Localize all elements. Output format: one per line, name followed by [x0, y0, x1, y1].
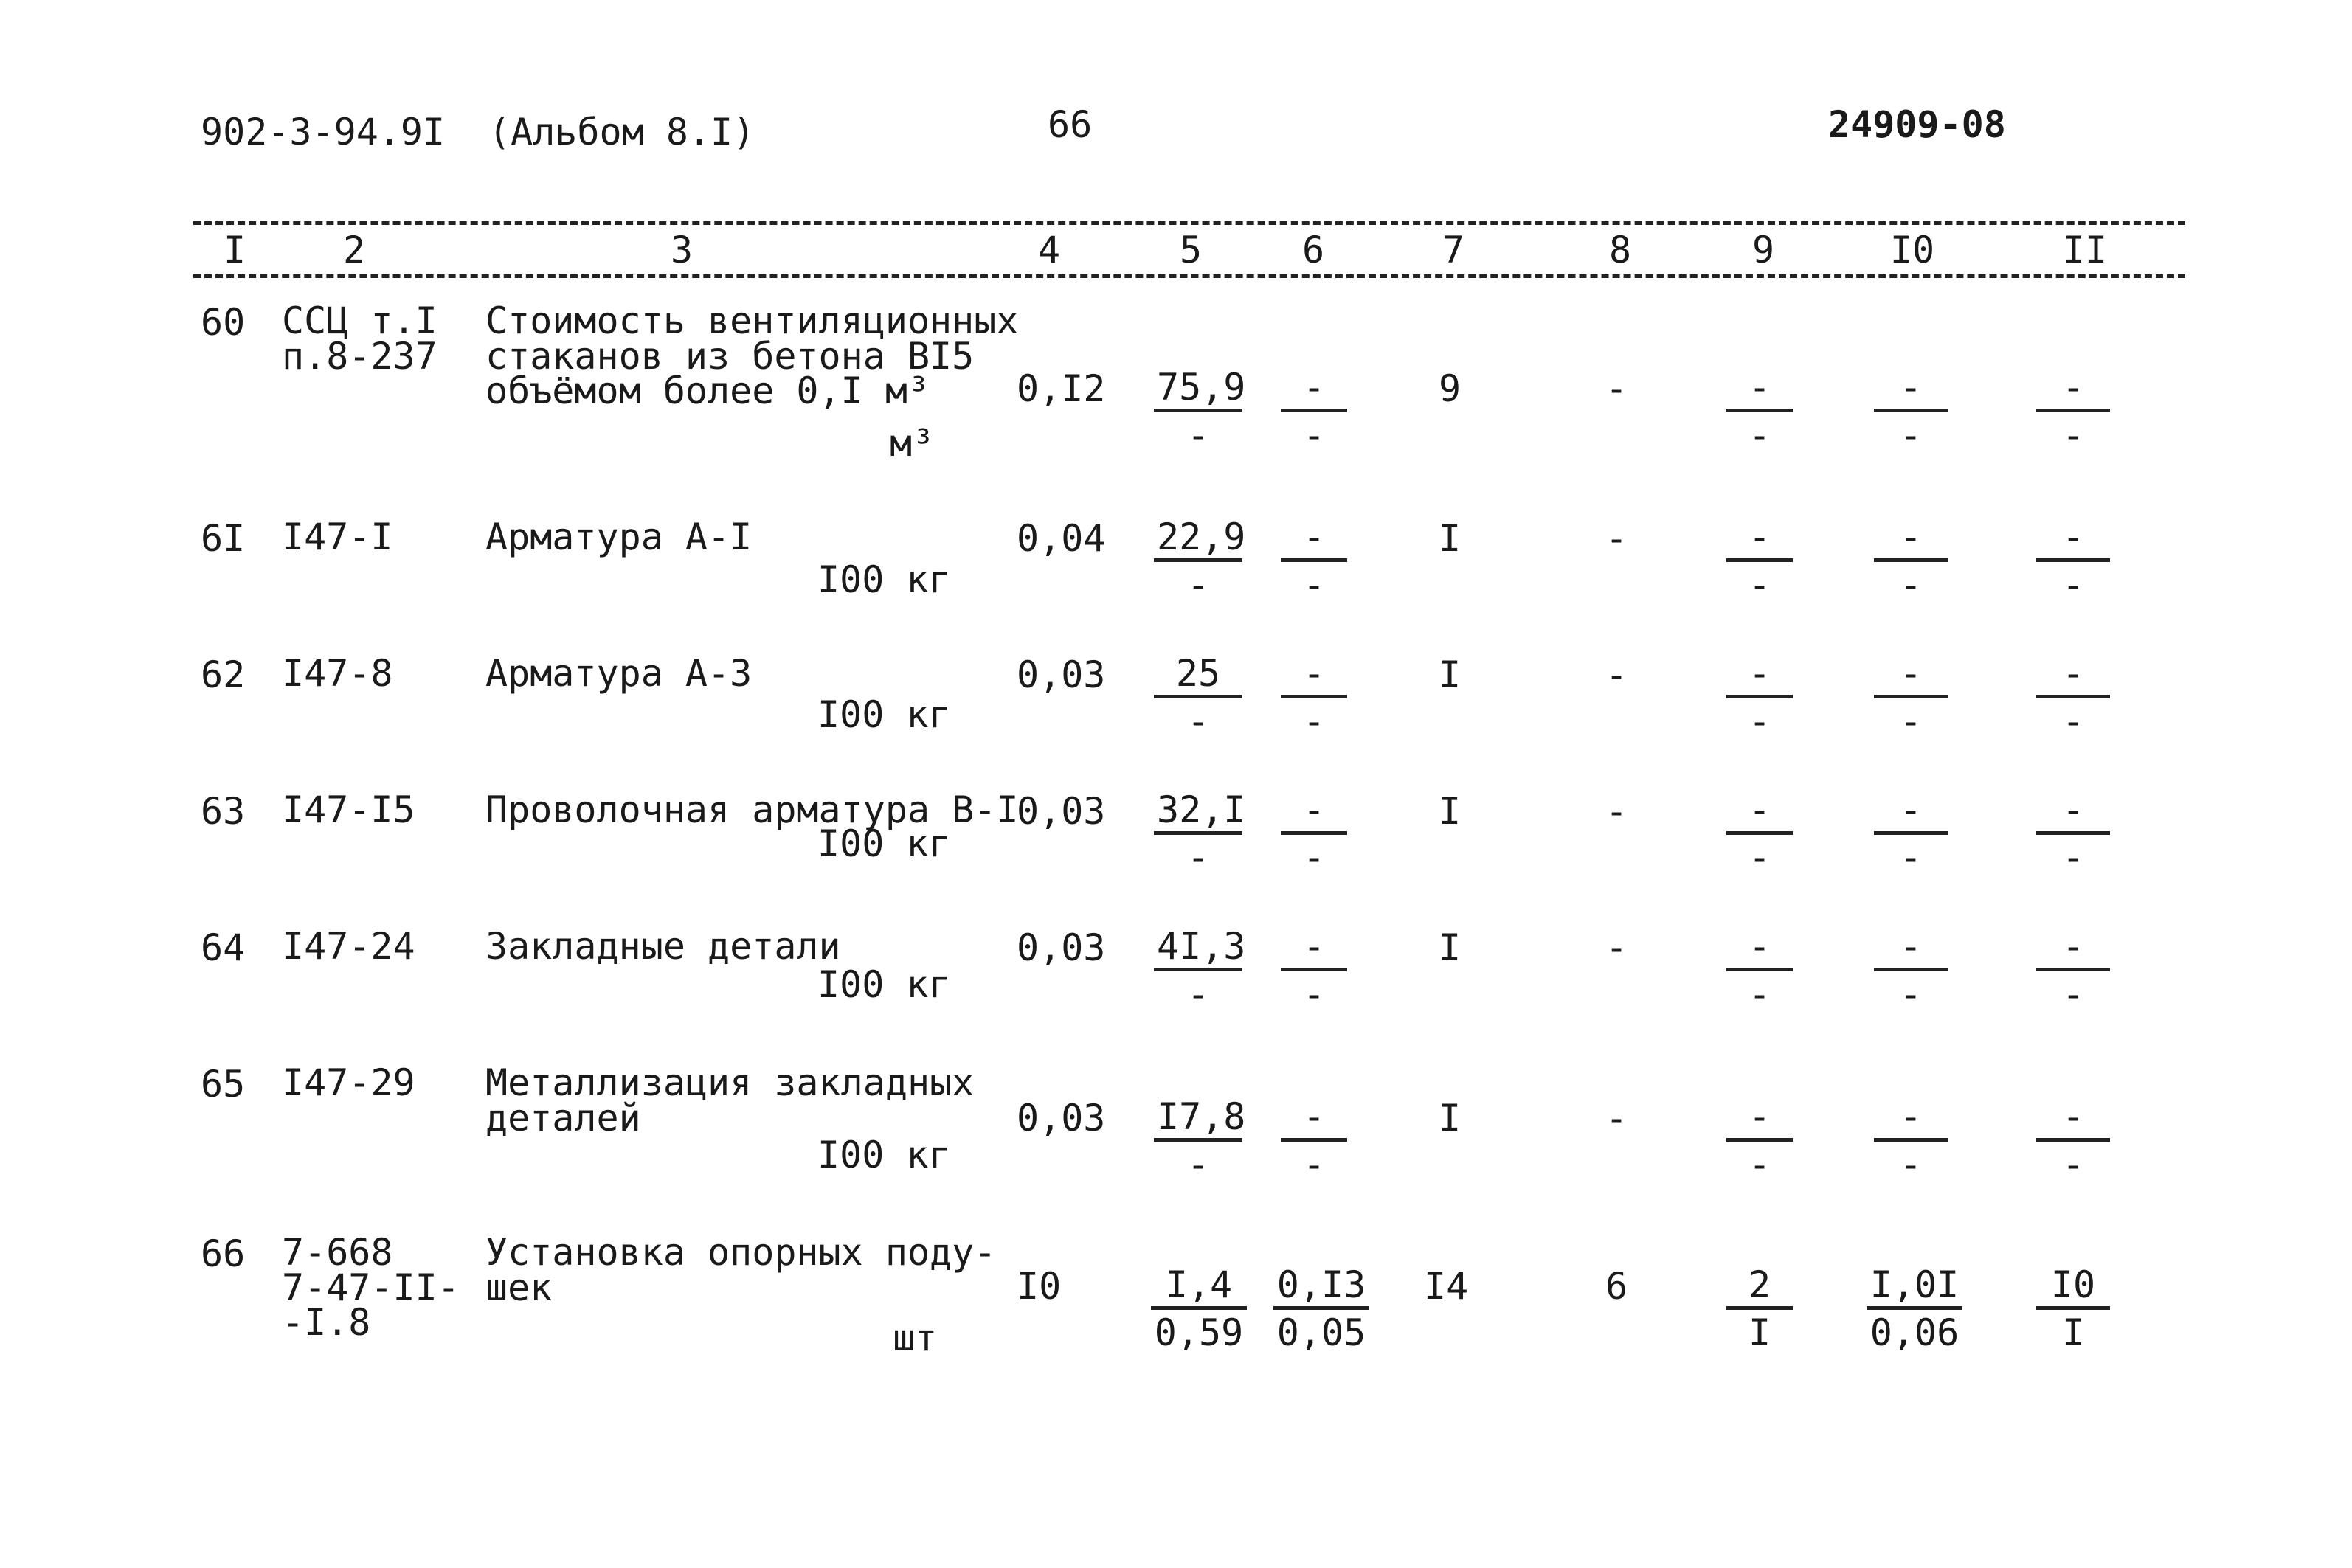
norm-code [282, 925, 415, 968]
fraction-bottom: I [2061, 1311, 2085, 1354]
fraction-bottom: I [1748, 1311, 1771, 1354]
col11-fraction [2036, 366, 2110, 457]
col7-value: I4 [1424, 1265, 1469, 1308]
row-number: 63 [201, 790, 246, 833]
fraction-top: - [2036, 791, 2110, 835]
fraction-top: - [1726, 369, 1793, 412]
fraction-bottom: - [1748, 1143, 1771, 1186]
fraction-bottom: 0,05 [1276, 1311, 1366, 1354]
col6-fraction [1281, 788, 1347, 879]
col-header-10: I0 [1889, 229, 1935, 271]
fraction-top: I7,8 [1154, 1098, 1242, 1142]
norm-code-line: 7-47-II- [282, 1266, 460, 1309]
fraction-top: - [1281, 791, 1347, 835]
unit-label: м³ [890, 422, 935, 465]
fraction-top: 25 [1154, 655, 1242, 698]
fraction-bottom: - [1302, 563, 1326, 606]
col5-fraction [1154, 652, 1242, 743]
fraction-bottom: - [1748, 973, 1771, 1016]
col8-value: - [1605, 926, 1628, 969]
work-description [485, 925, 841, 968]
col11-fraction [2036, 788, 2110, 879]
description-line: Установка опорных поду- [485, 1231, 997, 1274]
doc-code: 902-3-94.9I [201, 111, 446, 153]
fraction-top: - [1726, 791, 1793, 835]
fraction-bottom: - [1186, 700, 1210, 743]
fraction-bottom: - [2061, 563, 2085, 606]
fraction-top: - [1874, 1098, 1948, 1142]
col7-value: I [1439, 1097, 1462, 1139]
header-rule-top [193, 221, 2185, 225]
row-number: 6I [201, 517, 246, 560]
norm-code-line: I47-I5 [282, 788, 415, 831]
fraction-top: - [1726, 1098, 1793, 1142]
fraction-top: - [1281, 1098, 1347, 1142]
col10-fraction [1874, 925, 1948, 1016]
fraction-bottom: - [2061, 414, 2085, 457]
row-number: 66 [201, 1232, 246, 1275]
quantity: 0,04 [1017, 517, 1106, 560]
norm-code [282, 1231, 460, 1344]
col10-fraction [1874, 516, 1948, 606]
norm-code-line: -I.8 [282, 1301, 371, 1344]
norm-code-line: I47-29 [282, 1061, 415, 1104]
fraction-top: - [2036, 1098, 2110, 1142]
fraction-bottom: - [1302, 1143, 1326, 1186]
quantity: 0,03 [1017, 1097, 1106, 1139]
fraction-top: 22,9 [1154, 518, 1242, 562]
col-header-9: 9 [1751, 229, 1775, 271]
fraction-top: 75,9 [1154, 369, 1242, 412]
description-line: Металлизация закладных [485, 1061, 975, 1104]
fraction-top: - [2036, 928, 2110, 971]
work-description [485, 516, 753, 558]
col-header-4: 4 [1037, 229, 1061, 271]
col8-value: - [1605, 367, 1628, 410]
col11-fraction [2036, 652, 2110, 743]
fraction-bottom: - [1748, 836, 1771, 879]
row-number: 62 [201, 653, 246, 696]
inventory-number: 24909-08 [1828, 103, 2006, 146]
col8-value: - [1605, 517, 1628, 560]
fraction-bottom: - [1899, 414, 1923, 457]
fraction-bottom: - [2061, 1143, 2085, 1186]
norm-code [282, 516, 393, 558]
col6-fraction [1281, 1095, 1347, 1186]
col6-fraction [1281, 366, 1347, 457]
unit-label: I00 кг [817, 822, 951, 865]
col9-fraction [1726, 366, 1793, 457]
fraction-top: I,0I [1867, 1266, 1962, 1310]
quantity: 0,03 [1017, 790, 1106, 833]
fraction-top: - [1726, 928, 1793, 971]
col-header-8: 8 [1608, 229, 1632, 271]
fraction-top: - [1874, 791, 1948, 835]
col6-fraction [1281, 652, 1347, 743]
page-number: 66 [1048, 103, 1093, 146]
col6-fraction [1281, 516, 1347, 606]
fraction-top: - [1281, 928, 1347, 971]
col5-fraction [1151, 1263, 1247, 1354]
fraction-top: - [1281, 518, 1347, 562]
fraction-bottom: - [1186, 414, 1210, 457]
col10-fraction [1867, 1263, 1962, 1354]
album-label: (Альбом 8.I) [488, 111, 755, 153]
col9-fraction [1726, 516, 1793, 606]
col-header-2: 2 [342, 229, 366, 271]
fraction-bottom: - [1186, 973, 1210, 1016]
fraction-bottom: - [1186, 836, 1210, 879]
col7-value: 9 [1439, 367, 1462, 410]
fraction-top: - [1726, 655, 1793, 698]
col8-value: 6 [1605, 1265, 1628, 1308]
col8-value: - [1605, 653, 1628, 696]
norm-code [282, 652, 393, 695]
col-header-11: II [2062, 229, 2108, 271]
fraction-bottom: - [1899, 836, 1923, 879]
fraction-bottom: - [1899, 563, 1923, 606]
fraction-bottom: - [1302, 414, 1326, 457]
fraction-top: I,4 [1151, 1266, 1247, 1310]
fraction-top: - [1874, 655, 1948, 698]
fraction-top: 32,I [1154, 791, 1242, 835]
col-header-1: I [223, 229, 246, 271]
col10-fraction [1874, 366, 1948, 457]
fraction-bottom: - [1302, 973, 1326, 1016]
col-header-7: 7 [1442, 229, 1465, 271]
col11-fraction [2036, 925, 2110, 1016]
col-header-5: 5 [1179, 229, 1203, 271]
col9-fraction [1726, 925, 1793, 1016]
unit-label: I00 кг [817, 963, 951, 1006]
fraction-top: - [1874, 518, 1948, 562]
col7-value: I [1439, 517, 1462, 560]
col7-value: I [1439, 926, 1462, 969]
fraction-bottom: - [1899, 973, 1923, 1016]
col8-value: - [1605, 790, 1628, 833]
description-line: Проволочная арматура В-I [485, 788, 1019, 831]
description-line: Закладные детали [485, 925, 841, 968]
fraction-bottom: - [1899, 700, 1923, 743]
unit-label: шт [893, 1317, 938, 1359]
fraction-bottom: - [2061, 836, 2085, 879]
work-description [485, 1061, 975, 1139]
fraction-top: - [2036, 369, 2110, 412]
fraction-bottom: - [1748, 700, 1771, 743]
unit-label: I00 кг [817, 558, 951, 601]
norm-code-line: I47-8 [282, 652, 393, 695]
col11-fraction [2036, 1095, 2110, 1186]
col10-fraction [1874, 788, 1948, 879]
fraction-bottom: - [2061, 700, 2085, 743]
col10-fraction [1874, 652, 1948, 743]
col5-fraction [1154, 516, 1246, 606]
col9-fraction [1726, 788, 1793, 879]
fraction-bottom: 0,59 [1154, 1311, 1244, 1354]
work-description [485, 652, 753, 695]
fraction-top: 0,I3 [1273, 1266, 1369, 1310]
fraction-top: 2 [1726, 1266, 1793, 1310]
quantity: 0,03 [1017, 653, 1106, 696]
description-line: Арматура А-I [485, 516, 753, 558]
fraction-top: - [1281, 369, 1347, 412]
col9-fraction [1726, 1095, 1793, 1186]
fraction-bottom: - [1186, 563, 1210, 606]
fraction-bottom: - [1302, 700, 1326, 743]
col11-fraction [2036, 1263, 2110, 1354]
fraction-top: - [2036, 518, 2110, 562]
description-line: объёмом более 0,I м³ [485, 370, 930, 412]
fraction-top: - [1874, 369, 1948, 412]
unit-label: I00 кг [817, 1134, 951, 1176]
quantity: 0,03 [1017, 926, 1106, 969]
col9-fraction [1726, 1263, 1793, 1354]
norm-code-line: I47-24 [282, 925, 415, 968]
work-description [485, 1231, 997, 1309]
work-description [485, 299, 1019, 412]
col7-value: I [1439, 653, 1462, 696]
fraction-top: 4I,3 [1154, 928, 1242, 971]
col-header-6: 6 [1301, 229, 1325, 271]
fraction-bottom: - [1748, 563, 1771, 606]
fraction-bottom: 0,06 [1870, 1311, 1960, 1354]
col5-fraction [1154, 366, 1246, 457]
row-number: 60 [201, 301, 246, 344]
description-line: Арматура А-3 [485, 652, 753, 695]
norm-code-line: 7-668 [282, 1231, 393, 1274]
norm-code [282, 1061, 415, 1104]
fraction-top: - [1726, 518, 1793, 562]
fraction-bottom: - [1302, 836, 1326, 879]
col8-value: - [1605, 1097, 1628, 1139]
fraction-top: - [2036, 655, 2110, 698]
col-header-3: 3 [670, 229, 694, 271]
col10-fraction [1874, 1095, 1948, 1186]
col11-fraction [2036, 516, 2110, 606]
col5-fraction [1154, 1095, 1246, 1186]
description-line: Стоимость вентиляционных [485, 299, 1019, 342]
norm-code [282, 788, 415, 831]
quantity: I0 [1017, 1265, 1062, 1308]
col7-value: I [1439, 790, 1462, 833]
norm-code-line: ССЦ т.I [282, 299, 437, 342]
fraction-bottom: - [2061, 973, 2085, 1016]
col5-fraction [1154, 788, 1246, 879]
quantity: 0,I2 [1017, 367, 1106, 410]
description-line: деталей [485, 1096, 641, 1139]
fraction-bottom: - [1748, 414, 1771, 457]
fraction-bottom: - [1186, 1143, 1210, 1186]
fraction-top: - [1281, 655, 1347, 698]
fraction-bottom: - [1899, 1143, 1923, 1186]
col5-fraction [1154, 925, 1246, 1016]
description-line: стаканов из бетона BI5 [485, 334, 975, 378]
fraction-top: I0 [2036, 1266, 2110, 1310]
fraction-top: - [1874, 928, 1948, 971]
norm-code-line: I47-I [282, 516, 393, 558]
col6-fraction [1281, 925, 1347, 1016]
col9-fraction [1726, 652, 1793, 743]
row-number: 64 [201, 926, 246, 969]
header-rule-bottom [193, 274, 2185, 278]
description-line: шек [485, 1266, 553, 1309]
norm-code-line: п.8-237 [282, 334, 437, 378]
unit-label: I00 кг [817, 693, 951, 736]
row-number: 65 [201, 1063, 246, 1106]
col6-fraction [1273, 1263, 1369, 1354]
norm-code [282, 299, 437, 378]
